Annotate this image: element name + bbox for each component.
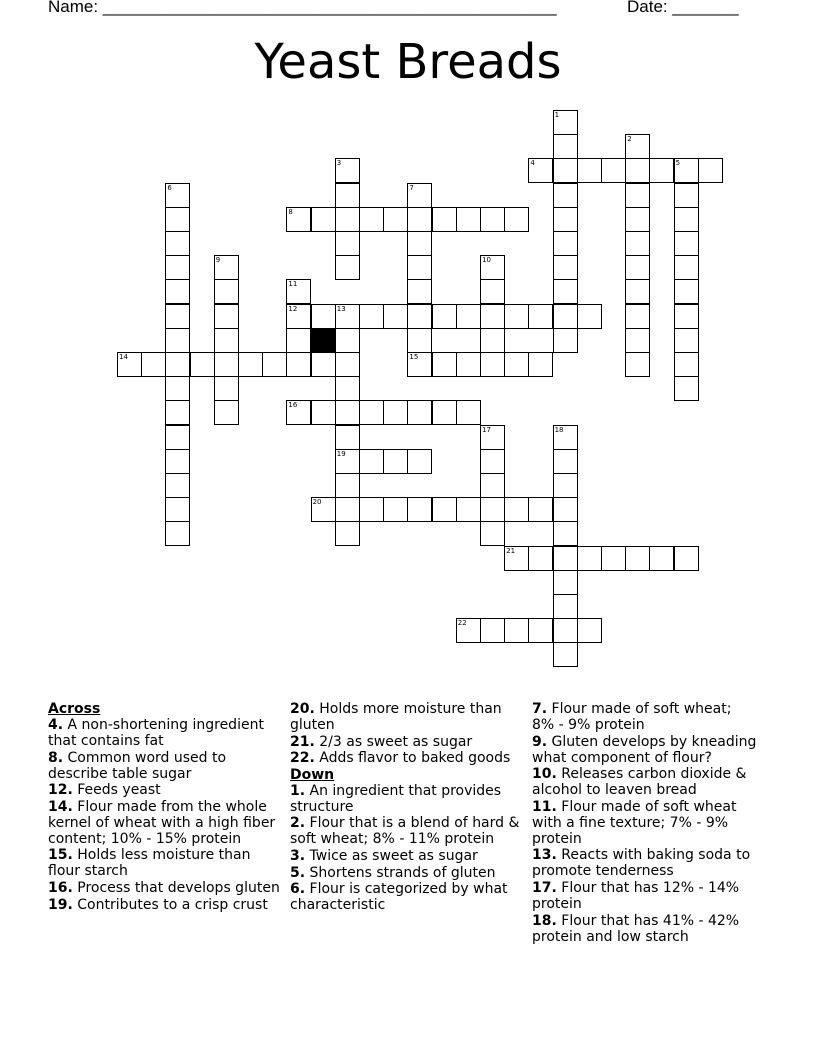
grid-cell[interactable] [335, 328, 360, 353]
grid-cell[interactable] [504, 546, 529, 571]
grid-cell[interactable] [601, 158, 626, 183]
clue-number: 3 [336, 159, 342, 168]
grid-cell[interactable] [625, 352, 650, 377]
clue-item-number: 5. [290, 864, 306, 881]
clue-item [290, 848, 522, 864]
grid-cell[interactable] [480, 304, 505, 329]
across-clue-list-continued [290, 701, 522, 766]
grid-cell[interactable] [625, 158, 650, 183]
grid-cell[interactable] [383, 497, 408, 522]
clue-number: 11 [288, 280, 298, 289]
grid-cell[interactable] [553, 158, 578, 183]
clue-number: 2 [627, 135, 632, 144]
grid-cell[interactable] [674, 158, 699, 183]
grid-cell[interactable] [698, 158, 723, 183]
grid-cell[interactable] [504, 304, 529, 329]
grid-cell[interactable] [625, 546, 650, 571]
grid-cell[interactable] [214, 376, 239, 401]
clue-item [532, 880, 758, 912]
grid-cell[interactable] [383, 449, 408, 474]
grid-cell[interactable] [577, 618, 602, 643]
grid-cell[interactable] [165, 328, 190, 353]
grid-cell[interactable] [407, 183, 432, 208]
clue-item [290, 750, 522, 766]
clue-item-text: Flour made from the whole kernel of wheat with a high fiber content; 10% - 15% protein [48, 798, 276, 847]
grid-cell[interactable] [625, 328, 650, 353]
clue-item-text: Contributes to a crisp crust [72, 896, 268, 913]
clue-number: 19 [336, 449, 346, 458]
grid-cell[interactable] [286, 352, 311, 377]
clue-column-2 [290, 701, 522, 914]
clue-item [48, 782, 280, 798]
grid-cell[interactable] [165, 473, 190, 498]
grid-cell[interactable] [480, 425, 505, 450]
clue-item-text: 2/3 as sweet as sugar [314, 733, 473, 750]
clue-item-text: Flour that has 41% - 42% protein and low starch [532, 912, 740, 945]
clue-item-number: 8. [48, 749, 64, 766]
grid-cell[interactable] [165, 352, 190, 377]
clue-item-number: 13. [532, 847, 557, 864]
grid-cell[interactable] [504, 618, 529, 643]
grid-cell[interactable] [674, 304, 699, 329]
grid-cell[interactable] [335, 158, 360, 183]
grid-cell[interactable] [262, 352, 287, 377]
clue-item-text: Twice as sweet as sugar [305, 847, 478, 864]
grid-cell[interactable] [649, 546, 674, 571]
down-clue-list [290, 783, 522, 913]
black-cell [311, 328, 336, 353]
grid-cell[interactable] [456, 400, 481, 425]
grid-cell[interactable] [577, 546, 602, 571]
clue-item-number: 9. [532, 733, 548, 750]
grid-cell[interactable] [674, 376, 699, 401]
puzzle-title: Yeast Breads [254, 34, 562, 90]
grid-cell[interactable] [238, 352, 263, 377]
clue-number: 15 [409, 353, 419, 361]
grid-cell[interactable] [528, 352, 553, 377]
grid-cell[interactable] [674, 255, 699, 280]
grid-cell[interactable] [286, 400, 311, 425]
clue-item-number: 15. [48, 847, 73, 864]
grid-cell[interactable] [553, 618, 578, 643]
clue-item [48, 880, 280, 896]
grid-cell[interactable] [407, 207, 432, 232]
grid-cell[interactable] [480, 207, 505, 232]
clue-item-text: Reacts with baking soda to promote tenderness [532, 847, 751, 880]
clue-item [290, 865, 522, 881]
clue-number: 20 [312, 498, 322, 507]
clue-item [532, 847, 758, 879]
grid-cell[interactable] [407, 279, 432, 304]
clue-item-text: Gluten develops by kneading what component of flour? [532, 733, 757, 766]
grid-cell[interactable] [407, 328, 432, 353]
grid-cell[interactable] [432, 304, 457, 329]
grid-cell[interactable] [649, 158, 674, 183]
grid-cell[interactable] [407, 304, 432, 329]
grid-cell[interactable] [286, 279, 311, 304]
grid-cell[interactable] [165, 279, 190, 304]
clue-item-text: Shortens strands of gluten [305, 864, 496, 881]
grid-cell[interactable] [432, 400, 457, 425]
clue-item-number: 14. [48, 798, 73, 815]
clue-item-number: 16. [48, 879, 73, 896]
grid-cell[interactable] [117, 352, 142, 377]
grid-cell[interactable] [577, 158, 602, 183]
grid-cell[interactable] [335, 400, 360, 425]
grid-cell[interactable] [407, 400, 432, 425]
grid-cell[interactable] [480, 279, 505, 304]
grid-cell[interactable] [456, 352, 481, 377]
grid-cell[interactable] [480, 352, 505, 377]
grid-cell[interactable] [528, 497, 553, 522]
clue-item [48, 897, 280, 913]
clue-item [532, 766, 758, 798]
grid-cell[interactable] [335, 352, 360, 377]
clue-item-number: 18. [532, 912, 557, 929]
clue-number: 13 [336, 304, 346, 313]
grid-cell[interactable] [311, 400, 336, 425]
grid-cell[interactable] [456, 618, 481, 643]
clue-item-number: 21. [290, 733, 315, 750]
clue-item-text: Process that develops gluten [72, 879, 280, 896]
grid-cell[interactable] [553, 473, 578, 498]
grid-cell[interactable] [504, 497, 529, 522]
across-heading: Across [48, 701, 101, 717]
grid-cell[interactable] [407, 497, 432, 522]
clue-item-number: 10. [532, 766, 557, 783]
grid-cell[interactable] [553, 570, 578, 595]
across-clue-list [48, 717, 280, 913]
grid-cell[interactable] [359, 400, 384, 425]
clue-item [48, 717, 280, 749]
clue-item [290, 881, 522, 913]
clue-number: 21 [506, 546, 516, 555]
clue-item-text: Common word used to describe table sugar [48, 749, 227, 782]
grid-cell[interactable] [383, 207, 408, 232]
grid-cell[interactable] [214, 400, 239, 425]
grid-cell[interactable] [625, 255, 650, 280]
grid-cell[interactable] [528, 158, 553, 183]
grid-cell[interactable] [553, 594, 578, 619]
clue-item-text: An ingredient that provides structure [290, 782, 502, 815]
grid-cell[interactable] [432, 497, 457, 522]
grid-cell[interactable] [674, 183, 699, 208]
clue-item [48, 799, 280, 847]
clue-item [532, 701, 758, 733]
grid-cell[interactable] [286, 207, 311, 232]
grid-cell[interactable] [553, 110, 578, 135]
grid-cell[interactable] [165, 425, 190, 450]
grid-cell[interactable] [553, 449, 578, 474]
clue-item [290, 734, 522, 750]
grid-cell[interactable] [456, 304, 481, 329]
clue-item-number: 6. [290, 881, 306, 898]
grid-cell[interactable] [165, 376, 190, 401]
grid-cell[interactable] [553, 207, 578, 232]
down-clue-list-continued [532, 701, 758, 945]
clue-number: 16 [288, 401, 298, 410]
clue-item [48, 847, 280, 879]
grid-cell[interactable] [335, 207, 360, 232]
grid-cell[interactable] [165, 255, 190, 280]
grid-cell[interactable] [165, 183, 190, 208]
clue-number: 18 [554, 425, 564, 434]
grid-cell[interactable] [407, 352, 432, 377]
clue-item-number: 4. [48, 717, 64, 733]
clue-item-number: 22. [290, 750, 315, 767]
grid-cell[interactable] [674, 328, 699, 353]
clue-item [290, 783, 522, 815]
clue-item-number: 17. [532, 879, 557, 896]
grid-cell[interactable] [359, 207, 384, 232]
clue-item-text: Feeds yeast [72, 782, 161, 799]
grid-cell[interactable] [407, 231, 432, 256]
grid-cell[interactable] [553, 255, 578, 280]
grid-cell[interactable] [335, 376, 360, 401]
grid-cell[interactable] [214, 328, 239, 353]
clue-item-text: Flour is categorized by what characteristic [290, 881, 508, 914]
grid-cell[interactable] [311, 497, 336, 522]
grid-cell[interactable] [214, 255, 239, 280]
grid-cell[interactable] [165, 304, 190, 329]
clue-number: 12 [288, 304, 298, 313]
grid-cell[interactable] [407, 449, 432, 474]
clue-item [532, 799, 758, 847]
name-label: Name: ________________________________________________ [48, 0, 557, 16]
grid-cell[interactable] [141, 352, 166, 377]
grid-cell[interactable] [311, 207, 336, 232]
clue-item-number: 2. [290, 815, 306, 832]
grid-cell[interactable] [359, 497, 384, 522]
clue-number: 22 [457, 619, 467, 628]
clue-item-text: Flour made of soft wheat with a fine texture; 7% - 9% protein [532, 798, 737, 847]
grid-cell[interactable] [214, 279, 239, 304]
clue-item-text: A non-shortening ingredient that contains fat [48, 717, 264, 749]
grid-cell[interactable] [528, 618, 553, 643]
grid-cell[interactable] [165, 400, 190, 425]
grid-cell[interactable] [674, 231, 699, 256]
grid-cell[interactable] [601, 546, 626, 571]
grid-cell[interactable] [335, 255, 360, 280]
grid-cell[interactable] [335, 473, 360, 498]
grid-cell[interactable] [335, 497, 360, 522]
grid-cell[interactable] [480, 328, 505, 353]
clue-number: 5 [675, 159, 681, 168]
grid-cell[interactable] [625, 183, 650, 208]
grid-cell[interactable] [480, 618, 505, 643]
clue-item [290, 701, 522, 733]
grid-cell[interactable] [286, 304, 311, 329]
grid-cell[interactable] [553, 642, 578, 667]
clue-number: 4 [530, 159, 535, 168]
grid-cell[interactable] [335, 231, 360, 256]
clue-item-text: Releases carbon dioxide & alcohol to leaven bread [532, 766, 747, 799]
grid-cell[interactable] [625, 279, 650, 304]
grid-cell[interactable] [311, 304, 336, 329]
grid-cell[interactable] [553, 279, 578, 304]
grid-cell[interactable] [528, 304, 553, 329]
grid-cell[interactable] [674, 207, 699, 232]
down-heading: Down [290, 766, 335, 783]
clue-item-text: Holds more moisture than gluten [290, 701, 502, 733]
grid-cell[interactable] [432, 352, 457, 377]
grid-cell[interactable] [553, 546, 578, 571]
clue-item [290, 815, 522, 847]
clue-item-number: 19. [48, 896, 73, 913]
grid-cell[interactable] [553, 231, 578, 256]
grid-cell[interactable] [553, 304, 578, 329]
clue-number: 17 [482, 425, 491, 434]
grid-cell[interactable] [214, 352, 239, 377]
grid-cell[interactable] [480, 449, 505, 474]
grid-cell[interactable] [674, 279, 699, 304]
clue-number: 10 [482, 256, 491, 265]
grid-cell[interactable] [674, 546, 699, 571]
grid-cell[interactable] [625, 207, 650, 232]
grid-cell[interactable] [383, 304, 408, 329]
clue-item-number: 1. [290, 782, 306, 799]
grid-cell[interactable] [553, 425, 578, 450]
grid-cell[interactable] [359, 449, 384, 474]
grid-cell[interactable] [286, 328, 311, 353]
grid-cell[interactable] [553, 497, 578, 522]
grid-cell[interactable] [480, 521, 505, 546]
clue-item-number: 20. [290, 701, 315, 717]
grid-cell[interactable] [165, 449, 190, 474]
grid-cell[interactable] [625, 304, 650, 329]
clue-item-number: 7. [532, 701, 548, 717]
clue-item-text: Flour made of soft wheat; 8% - 9% protein [532, 701, 732, 733]
grid-cell[interactable] [407, 255, 432, 280]
grid-cell[interactable] [335, 304, 360, 329]
clue-item [532, 913, 758, 945]
grid-cell[interactable] [504, 352, 529, 377]
grid-cell[interactable] [625, 134, 650, 159]
grid-cell[interactable] [553, 521, 578, 546]
clue-item-number: 11. [532, 798, 557, 815]
grid-cell[interactable] [311, 352, 336, 377]
clue-number: 8 [288, 207, 293, 216]
grid-cell[interactable] [504, 207, 529, 232]
grid-cell[interactable] [335, 183, 360, 208]
grid-cell[interactable] [335, 449, 360, 474]
clue-number: 14 [119, 353, 128, 361]
grid-cell[interactable] [553, 183, 578, 208]
clue-item-number: 3. [290, 847, 306, 864]
clue-item-number: 12. [48, 782, 73, 799]
clue-number: 7 [409, 183, 414, 192]
grid-cell[interactable] [480, 473, 505, 498]
grid-cell[interactable] [480, 255, 505, 280]
grid-cell[interactable] [625, 231, 650, 256]
clue-item-text: Flour that has 12% - 14% protein [532, 879, 740, 912]
clue-column-1 [48, 701, 280, 913]
grid-cell[interactable] [480, 497, 505, 522]
date-label: Date: _______ [627, 0, 739, 16]
grid-cell[interactable] [165, 207, 190, 232]
clue-number: 9 [215, 256, 221, 265]
grid-cell[interactable] [553, 328, 578, 353]
grid-cell[interactable] [165, 231, 190, 256]
clue-item-text: Flour that is a blend of hard & soft wheat; 8% - 11% protein [290, 815, 520, 848]
clue-item-text: Holds less moisture than flour starch [48, 847, 251, 880]
grid-cell[interactable] [383, 400, 408, 425]
grid-cell[interactable] [165, 521, 190, 546]
grid-cell[interactable] [432, 207, 457, 232]
grid-cell[interactable] [674, 352, 699, 377]
clue-number: 6 [167, 183, 172, 192]
clue-item [48, 750, 280, 782]
grid-cell[interactable] [528, 546, 553, 571]
grid-cell[interactable] [165, 497, 190, 522]
grid-cell[interactable] [553, 134, 578, 159]
grid-cell[interactable] [190, 352, 215, 377]
grid-cell[interactable] [456, 497, 481, 522]
grid-cell[interactable] [456, 207, 481, 232]
grid-cell[interactable] [359, 304, 384, 329]
grid-cell[interactable] [214, 304, 239, 329]
clue-item-text: Adds flavor to baked goods [314, 750, 511, 767]
grid-cell[interactable] [335, 425, 360, 450]
grid-cell[interactable] [577, 304, 602, 329]
grid-cell[interactable] [335, 521, 360, 546]
clue-number: 1 [554, 111, 560, 119]
clue-column-3 [532, 701, 758, 945]
clue-item [532, 734, 758, 766]
